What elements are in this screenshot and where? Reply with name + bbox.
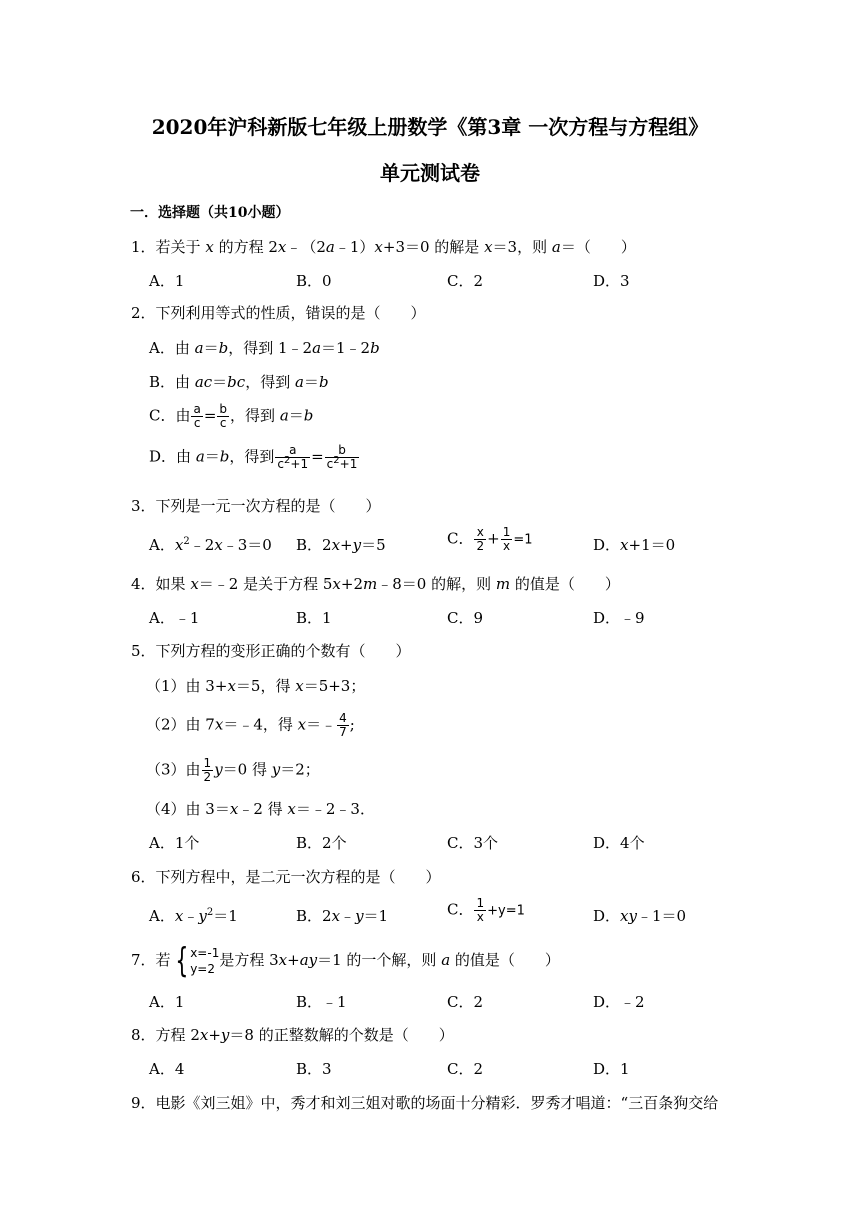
- q6-option-b: B．2x﹣y＝1: [296, 907, 389, 925]
- fraction-b-over-c2-plus-1: $\frac{b}{c^2+1}$: [326, 443, 358, 471]
- q3-option-d: D．x+1＝0: [593, 536, 676, 554]
- fraction-1-over-x: $\frac{1}{x}$: [502, 525, 511, 553]
- q3-option-a: A．$x^2﹣2x﹣3=0$: [149, 536, 272, 554]
- q6-option-c: C． $\frac{1}{x}$ +y=1: [447, 896, 525, 924]
- q8-option-b: B．3: [296, 1060, 332, 1078]
- q5-item-2: （2）由 7x＝﹣4，得 x＝﹣ $\frac{4}{7}$ ;: [146, 711, 355, 739]
- q2-option-d: D．由 a＝b，得到 $\frac{a}{c^2+1}$ = $\frac{b}{c^2+1}$: [149, 443, 358, 471]
- q5-option-d: D．4个: [593, 834, 645, 852]
- fraction-a-over-c2-plus-1: $\frac{a}{c^2+1}$: [277, 443, 309, 471]
- q8-option-c: C．2: [447, 1060, 484, 1078]
- equation-system: { x=-1 y=2: [174, 941, 220, 981]
- q7-option-a: A．1: [149, 993, 185, 1011]
- q4-option-a: A．﹣1: [149, 609, 200, 627]
- q5-item-4: （4）由 3＝x﹣2 得 x＝﹣2﹣3．: [146, 800, 375, 818]
- fraction-1-over-x: $\frac{1}{x}$: [476, 896, 485, 924]
- q2-option-b: B．由 ac＝bc，得到 a＝b: [149, 373, 329, 391]
- q1-option-b: B．0: [296, 272, 332, 290]
- fraction-x-over-2: $\frac{x}{2}$: [476, 525, 485, 553]
- title-line-1: 2020年沪科新版七年级上册数学《第3章 一次方程与方程组》: [151, 115, 709, 139]
- question-1: 1．若关于 x 的方程 2x﹣（2a﹣1）x+3＝0 的解是 x＝3，则 a＝（ ）: [131, 238, 636, 256]
- q4-option-c: C．9: [447, 609, 484, 627]
- question-8: 8．方程 2x+y＝8 的正整数解的个数是（ ）: [131, 1026, 454, 1044]
- fraction-1-over-2: $\frac{1}{2}$: [203, 756, 212, 784]
- fraction-b-over-c: $\frac{b}{c}$: [219, 402, 228, 430]
- q5-option-a: A．1个: [149, 834, 200, 852]
- fraction-a-over-c: $\frac{a}{c}$: [193, 402, 201, 430]
- q5-option-b: B．2个: [296, 834, 347, 852]
- q1-option-d: D．3: [593, 272, 630, 290]
- question-7: 7．若 { x=-1 y=2 是方程 3x+ay＝1 的一个解，则 a 的值是（ ）: [131, 941, 560, 981]
- q3-option-c: C． $\frac{x}{2}$ + $\frac{1}{x}$ =1: [447, 525, 533, 553]
- q7-option-b: B．﹣1: [296, 993, 347, 1011]
- title-line-2: 单元测试卷: [380, 161, 480, 185]
- q5-option-c: C．3个: [447, 834, 499, 852]
- q6-option-a: A．$x﹣y^2=1$: [149, 907, 238, 925]
- question-2: 2．下列利用等式的性质，错误的是（ ）: [131, 304, 426, 322]
- q8-option-d: D．1: [593, 1060, 630, 1078]
- q2-option-a: A．由 a＝b，得到 1﹣2a＝1﹣2b: [149, 339, 380, 357]
- question-3: 3．下列是一元一次方程的是（ ）: [131, 497, 381, 515]
- q2-option-c: C．由 $\frac{a}{c}$ = $\frac{b}{c}$ ，得到 a＝b: [149, 402, 314, 430]
- question-6: 6．下列方程中，是二元一次方程的是（ ）: [131, 868, 441, 886]
- q6-option-d: D．xy﹣1＝0: [593, 907, 687, 925]
- question-5: 5．下列方程的变形正确的个数有（ ）: [131, 642, 411, 660]
- section-heading: 一．选择题（共10小题）: [130, 205, 290, 221]
- q8-option-a: A．4: [149, 1060, 185, 1078]
- q3-option-b: B．2x+y＝5: [296, 536, 386, 554]
- q5-item-3: （3）由 $\frac{1}{2}$ y＝0 得 y＝2；: [146, 756, 320, 784]
- q1-option-a: A．1: [149, 272, 185, 290]
- q4-option-b: B．1: [296, 609, 332, 627]
- question-9: 9．电影《刘三姐》中，秀才和刘三姐对歌的场面十分精彩．罗秀才唱道：“三百条狗交给: [131, 1094, 719, 1112]
- fraction-4-over-7: $\frac{4}{7}$: [339, 711, 347, 739]
- question-4: 4．如果 x＝﹣2 是关于方程 5x+2m﹣8＝0 的解，则 m 的值是（ ）: [131, 575, 620, 593]
- q1-option-c: C．2: [447, 272, 484, 290]
- q7-option-c: C．2: [447, 993, 484, 1011]
- q7-option-d: D．﹣2: [593, 993, 645, 1011]
- q4-option-d: D．﹣9: [593, 609, 645, 627]
- q5-item-1: （1）由 3+x＝5，得 x＝5+3；: [146, 677, 366, 695]
